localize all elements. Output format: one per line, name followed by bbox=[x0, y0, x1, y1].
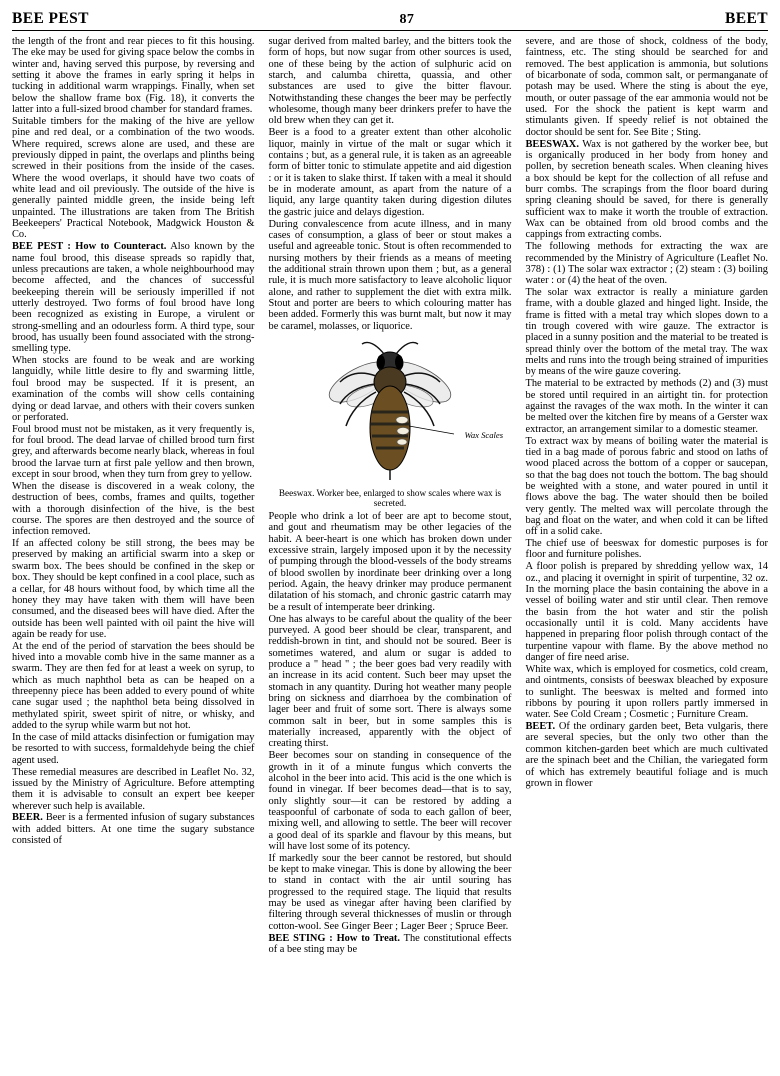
paragraph: Foul brood must not be mistaken, as it very frequently is, for foul brood. The dead larvae of chilled brood turn first grey, and afterwards become nearly black, whereas in foul brood the larvae turn at first pale yellow and then brown, except in sour brood, when they turn from grey to yellow. bbox=[12, 423, 255, 481]
paragraph: The chief use of beeswax for domestic purposes is for floor and furniture polishes. bbox=[525, 538, 768, 561]
paragraph: To extract wax by means of boiling water the material is tied in a bag made of porous fabric and stood on laths of wood placed across the bottom of a copper or saucepan, so that the bag does not touch the bottom. The bag should be weighted with a stone, and water poured in until it flows above the bag. The water should then be boiled very gently. The melted wax will percolate through the bag and float on the water, and when cold it can be lifted off in a solid cake. bbox=[525, 435, 768, 538]
paragraph: If an affected colony be still strong, the bees may be preserved by making an artificial swarm into a skep or swarm box. The bees should be confined in the skep or box. They should be kept confined in a cool place, such as a cellar, for 48 hours without food, by which time all the honey they may have taken with them will have been consumed, and the diseased bees will have died. After the outside has been well painted with oil paint the hive will again be ready for use. bbox=[12, 538, 255, 640]
paragraph: At the end of the period of starvation the bees should be hived into a movable comb hive in the same manner as a swarm. They are then fed for at least a week on syrup, to which as much naphthol beta as can be heaped on a threepenny piece has been added to every pound of white cane sugar used ; the naphthol beta being dissolved in methylated spirit, sweet spirit of nitre, or whisky, and added to the syrup while warm but not hot. bbox=[12, 640, 255, 732]
entry-beer bbox=[12, 812, 255, 846]
bee-illustration-wrap bbox=[269, 335, 512, 487]
paragraph: The following methods for extracting the wax are recommended by the Ministry of Agriculture (Leaflet No. 378) : (1) The solar wax extractor ; (2) steam : (3) boiling water : or (4) the heat of the oven. bbox=[525, 241, 768, 287]
running-head-left: BEE PEST bbox=[12, 10, 89, 27]
running-head bbox=[12, 10, 768, 31]
figure-caption: Beeswax. Worker bee, enlarged to show scales where wax is secreted. bbox=[278, 487, 502, 508]
entry-bee-sting bbox=[269, 933, 512, 956]
paragraph: During convalescence from acute illness, and in many cases of consumption, a glass of beer or stout makes a useful and agreeable tonic. Stout is often recommended to nursing mothers by their friends as a means of meeting the additional strain thrown upon them ; but, as a general rule, it is much more satisfactory to leave alcoholic liquor alone, and rather to supplement the diet with extra milk. Stout and porter are beers to which colouring matter has been added. Formerly this was burnt malt, but now it may be caramel, molasses, or liquorice. bbox=[268, 218, 512, 332]
entry-heading: BEE STING : How to Treat. bbox=[268, 932, 400, 944]
running-head-right: BEET bbox=[725, 10, 768, 27]
paragraph: The material to be extracted by methods (2) and (3) must be stored until required in an airtight tin. for protection against the ravages of the wax moth. In the winter it can be melted over the kitchen fire by means of a Gerster wax extractor, an arrangement similar to a domestic steamer. bbox=[525, 378, 768, 435]
column-3 bbox=[526, 36, 769, 790]
paragraph: the length of the front and rear pieces to fit this housing. The eke may be used for giving space below the combs in winter and, having served this purpose, by reversing and setting it above the frames in early spring it helps in tucking in additional warm wrappings. Finally, when set below the shallow frame box (Fig. 18), it converts the latter into a full-sized brood chamber for standard frames. bbox=[12, 36, 255, 116]
paragraph: White wax, which is employed for cosmetics, cold cream, and ointments, consists of beeswax bleached by exposure to sunlight. The beeswax is melted and formed into ribbons by pouring it upon rollers partly immersed in water. See Cold Cream ; Cosmetic ; Furniture Cream. bbox=[525, 663, 768, 721]
figure-beeswax bbox=[269, 335, 512, 508]
paragraph: Beer becomes sour on standing in consequence of the growth in it of a minute fungus which converts the alcohol in the beer into acid. This acid is the one which is found in vinegar. If beer becomes dead—that is to say, only slightly sour—it can be restored by adding a teaspoonful of carbonate of soda to each gallon of beer, mixing well, and allowing to settle. The beer will recover a good deal of its sparkle and flavour by this means, but will have lost some of its potency. bbox=[268, 750, 512, 852]
entry-text: The constitutional effects of a bee sting may be bbox=[268, 932, 512, 955]
paragraph: If markedly sour the beer cannot be restored, but should be kept to make vinegar. This is done by allowing the beer to stand in contact with the air until souring has progressed to the required stage. The liquid that results may be used as vinegar after having been clarified by filtering through several thicknesses of muslin or through cotton-wool. See Ginger Beer ; Lager Beer ; Spruce Beer. bbox=[268, 852, 512, 932]
paragraph: In the case of mild attacks disinfection or fumigation may be resorted to with success, formaldehyde being the chief agent used. bbox=[12, 731, 255, 766]
paragraph: One has always to be careful about the quality of the beer purveyed. A good beer should be clear, transparent, and reddish-brown in tint, and should not be soured. Beer is sometimes watered, and alum or sugar is added to produce a " head " ; the beer goes bad very readily with an increase in its acid content. Such beer may upset the stomach in any quantity. During hot weather many people bring on sickness and diarrhoea by the combination of lager beer and fruit of some sort. There is always some common salt in beer, but in some samples this is materially increased, apparently with the object of creating thirst. bbox=[268, 613, 512, 750]
paragraph: severe, and are those of shock, coldness of the body, faintness, etc. The sting should be searched for and removed. The best application is ammonia, but solutions of bicarbonate of soda, common salt, or permanganate of potash may be used. Where the sting is about the eye, mouth, or outer passage of the ear ammonia would not be used. For the shock the patient is kept warm and stimulants given. If speedy relief is not obtained the doctor should be sent for. See Bite ; Sting. bbox=[525, 36, 768, 138]
entry-heading: BEE PEST : How to Counteract. bbox=[12, 241, 167, 253]
paragraph: The solar wax extractor is really a miniature garden frame, with a double glazed and hinged light. Inside, the frame is fitted with a metal tray which slopes down to a tin trough covered with wire gauze. The extractor is placed in a sunny position and the material to be treated is spread thinly over the bottom of the metal tray. The wax melts and runs into the trough being strained of impurities by means of the wire gauze covering. bbox=[525, 287, 768, 378]
paragraph: When stocks are found to be weak and are working languidly, while little desire to fly and swarming little, foul brood may be suspected. If it is present, an examination of the combs will show cells containing dying or dead larvae, and others with their covers sunken or perforated. bbox=[12, 355, 255, 423]
entry-text: Wax is not gathered by the worker bee, but is organically produced in her body from honey and pollen, by secretion beneath scales. When cleaning hives a box should be kept for the collection of all refuse and burr combs. The scrapings from the floor board during spring cleaning should be saved, for there is generally sufficient wax to make it worth the trouble of extraction. Wax can be obtained from old brood combs and the cappings from extracting combs. bbox=[525, 138, 768, 241]
paragraph: These remedial measures are described in Leaflet No. 32, issued by the Ministry of Agriculture. Before attempting them it is advisable to consult an expert bee keeper wherever such help is available. bbox=[12, 766, 255, 812]
entry-text: Of the ordinary garden beet, Beta vulgaris, there are several species, but the only two other than the common kitchen-garden beet which are much cultivated are the spinach beet and the Chilian, the variegated form of which has extremely beautiful foliage and is much grown in flower bbox=[525, 721, 768, 789]
column-1 bbox=[12, 36, 255, 847]
paragraph: People who drink a lot of beer are apt to become stout, and gout and rheumatism may be other legacies of the habit. A beer-heart is one which has broken down under excessive strain, largely imposed upon it by the necessity of pumping through the blood-vessels of the body streams of blood swollen by inordinate beer drinking over a long period. Again, the heavy drinker may produce permanent dilatation of his stomach, and chronic gastric catarrh may be a result of intemperate beer drinking. bbox=[268, 510, 512, 613]
entry-bee-pest bbox=[12, 241, 255, 354]
paragraph: Beer is a food to a greater extent than other alcoholic liquor, mainly in virtue of the malt or sugar which it contains ; but, as a general rule, it is taken as an agreeable form of bitter tonic to stimulate appetite and aid digestion : or it is taken to slake thirst. If taken with a meal it should be in moderate amount, as apart from the nature of a liquid, any large quantity taken during digestion dilutes the gastric juice and delays digestion. bbox=[268, 127, 512, 218]
entry-beet bbox=[526, 721, 769, 789]
paragraph: Suitable timbers for the making of the hive are yellow pine and red deal, or a combination of the two woods. Where required, screws alone are used, and these are previously dipped in paint, the overlaps and plinths being screwed in their positions from the inside of the cases. Where the wood overlaps, it should have two coats of white lead and oil previously. The outside of the hive is generally painted middle green, the inside being left unpainted. The illustrations are taken from The British Beekeepers' Practical Notebook, Madgwick Houston & Co. bbox=[12, 115, 255, 241]
paragraph: sugar derived from malted barley, and the bitters took the form of hops, but now sugar from other sources is used, one of these being by the action of sulphuric acid on starch, and calumba chiretta, quassia, and other substances are used to give the bitter flavour. Notwithstanding these changes the beer may be perfectly wholesome, though many beer drinkers prefer to have the old brew when they can get it. bbox=[268, 36, 512, 127]
paragraph: When the disease is discovered in a weak colony, the destruction of bees, combs, frames and quilts, together with a thorough disinfection of the hive, is the best course. The spores are then destroyed and the source of infection removed. bbox=[12, 480, 255, 538]
entry-heading: BEESWAX. bbox=[525, 138, 579, 150]
entry-heading: BEER. bbox=[12, 812, 43, 824]
text-columns bbox=[12, 36, 768, 956]
figure-annotation: Wax Scales bbox=[464, 429, 504, 440]
entry-beeswax bbox=[526, 139, 769, 241]
entry-text: Also known by the name foul brood, this disease spreads so rapidly that, unless precautions are taken, a whole neighbourhood may become affected, and the chances of successful beekeeping therein will be seriously imperilled if not utterly destroyed. Two forms of foul brood have long been recognized as existing in Europe, a virulent or strong-smelling and an odourless form. A third type, sour brood, has usually been found associated with the strong-smelling type. bbox=[12, 241, 255, 355]
worker-bee-illustration bbox=[269, 335, 512, 485]
column-2 bbox=[269, 36, 512, 956]
entry-text: Beer is a fermented infusion of sugary substances with added bitters. At one time the sugary substance consisted of bbox=[12, 812, 255, 847]
entry-heading: BEET. bbox=[525, 721, 556, 733]
paragraph: A floor polish is prepared by shredding yellow wax, 14 oz., and placing it overnight in spirit of turpentine, 32 oz. In the morning place the basin containing the above in a vessel of boiling water and stir until clear. Then remove the basin from the hot water and stir the polish occasionally until it is cold. Many accidents have happened in preparing floor polish through contact of the turpentine vapour with flame. By the above method no danger of fire need arise. bbox=[525, 561, 768, 664]
page-number: 87 bbox=[399, 12, 415, 27]
